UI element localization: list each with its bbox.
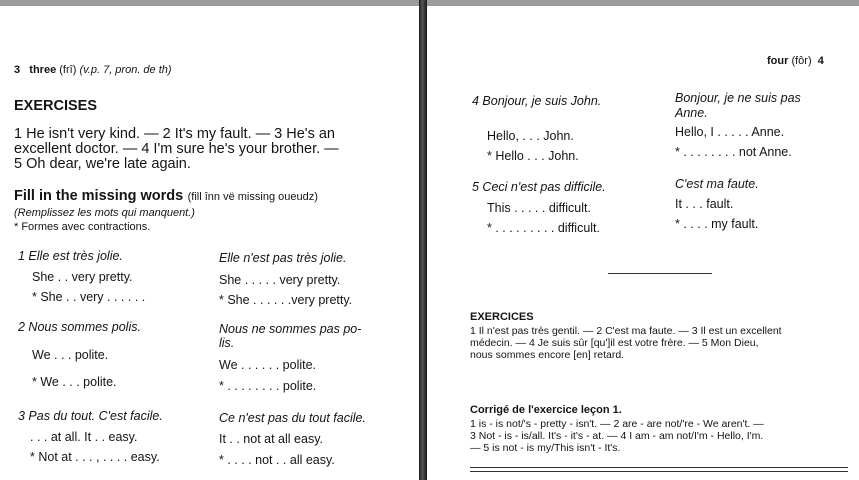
ex2-prompt-right: Nous ne sommes pas po- [219,322,362,336]
ex4-contraction-left: * Hello . . . John. [487,149,579,163]
corrige-line: 3 Not - is - is/all. It's - it's - at. — 4 I am - am not/I'm - Hello, I'm. [470,430,764,442]
ex3-contraction-left: * Not at . . . , . . . . easy. [30,450,160,464]
ex2-answer-right: We . . . . . . polite. [219,358,317,372]
exercices-line: nous sommes encore [en] retard. [470,349,625,361]
exercices-line: médecin. — 4 Je suis sûr [qu']il est votre frère. — 5 Mon Dieu, [470,337,759,349]
ex5-prompt-right: C'est ma faute. [675,177,759,191]
ex2-prompt-left: 2 Nous sommes polis. [18,320,141,334]
exercises-title: EXERCISES [14,98,97,114]
ex2-contraction-right: * . . . . . . . . polite. [219,379,317,393]
page-number: 3 [14,64,21,76]
page-word: four [767,55,789,67]
fill-title: Fill in the missing words [14,188,184,204]
ex1-prompt-left: 1 Elle est très jolie. [18,249,123,263]
ex5-answer-right: It . . . fault. [675,197,734,211]
fill-pronunciation: (fill înn vë missing oueudz) [187,191,318,203]
ex3-prompt-left: 3 Pas du tout. C'est facile. [18,409,163,423]
fill-note: * Formes avec contractions. [14,221,151,233]
ex4-prompt-right: Bonjour, je ne suis pas [675,91,801,105]
exercise-sentence-line: 1 He isn't very kind. — 2 It's my fault. — 3 He's an [14,126,335,142]
ex5-prompt-left: 5 Ceci n'est pas difficile. [472,180,606,194]
ex1-answer-right: She . . . . . very pretty. [219,273,341,287]
page-pronunciation: (frî) [59,64,77,76]
page-number: 4 [817,55,824,67]
ex2-prompt-right-cont: lis. [219,336,235,350]
ex2-answer-left: We . . . polite. [32,348,109,362]
fill-heading [14,187,318,205]
ex1-contraction-right: * She . . . . . .very pretty. [219,293,353,307]
page-note: (v.p. 7, pron. de th) [79,64,172,76]
bottom-rule [470,467,848,468]
page-top-edge [0,0,859,6]
ex1-answer-left: She . . very pretty. [32,270,133,284]
ex5-answer-left: This . . . . . difficult. [487,201,591,215]
ex4-answer-left: Hello, . . . John. [487,129,574,143]
ex1-contraction-left: * She . . very . . . . . . [32,290,146,304]
ex2-contraction-left: * We . . . polite. [32,375,117,389]
ex4-contraction-right: * . . . . . . . . not Anne. [675,145,792,159]
exercise-sentence-line: excellent doctor. — 4 I'm sure he's your brother. — [14,141,339,157]
ex5-contraction-right: * . . . . my fault. [675,217,759,231]
ex4-answer-right: Hello, I . . . . . Anne. [675,125,785,139]
right-page-header [767,55,824,67]
corrige-line: — 5 is not - is my/This isn't - It's. [470,442,621,454]
ex3-answer-left: . . . at all. It . . easy. [30,430,138,444]
page-word: three [29,64,57,76]
ex4-prompt-right-cont: Anne. [675,106,708,120]
exercise-sentence-line: 5 Oh dear, we're late again. [14,156,191,172]
section-divider [608,273,712,274]
ex4-prompt-left: 4 Bonjour, je suis John. [472,94,602,108]
ex3-prompt-right: Ce n'est pas du tout facile. [219,411,366,425]
fill-subtitle: (Remplissez les mots qui manquent.) [14,207,195,219]
book-gutter [419,0,427,480]
exercices-title: EXERCICES [470,311,534,323]
ex3-answer-right: It . . not at all easy. [219,432,323,446]
ex3-contraction-right: * . . . . not . . all easy. [219,453,335,467]
corrige-line: 1 is - is not/'s - pretty - isn't. — 2 are - are not/'re - We aren't. — [470,418,764,430]
exercices-line: 1 Il n'est pas très gentil. — 2 C'est ma faute. — 3 Il est un excellent [470,325,782,337]
page-pronunciation: (fôr) [791,55,812,67]
bottom-rule [470,471,848,472]
ex5-contraction-left: * . . . . . . . . . difficult. [487,221,601,235]
corrige-title: Corrigé de l'exercice leçon 1. [470,404,622,416]
ex1-prompt-right: Elle n'est pas très jolie. [219,251,347,265]
left-page-header [14,64,172,76]
